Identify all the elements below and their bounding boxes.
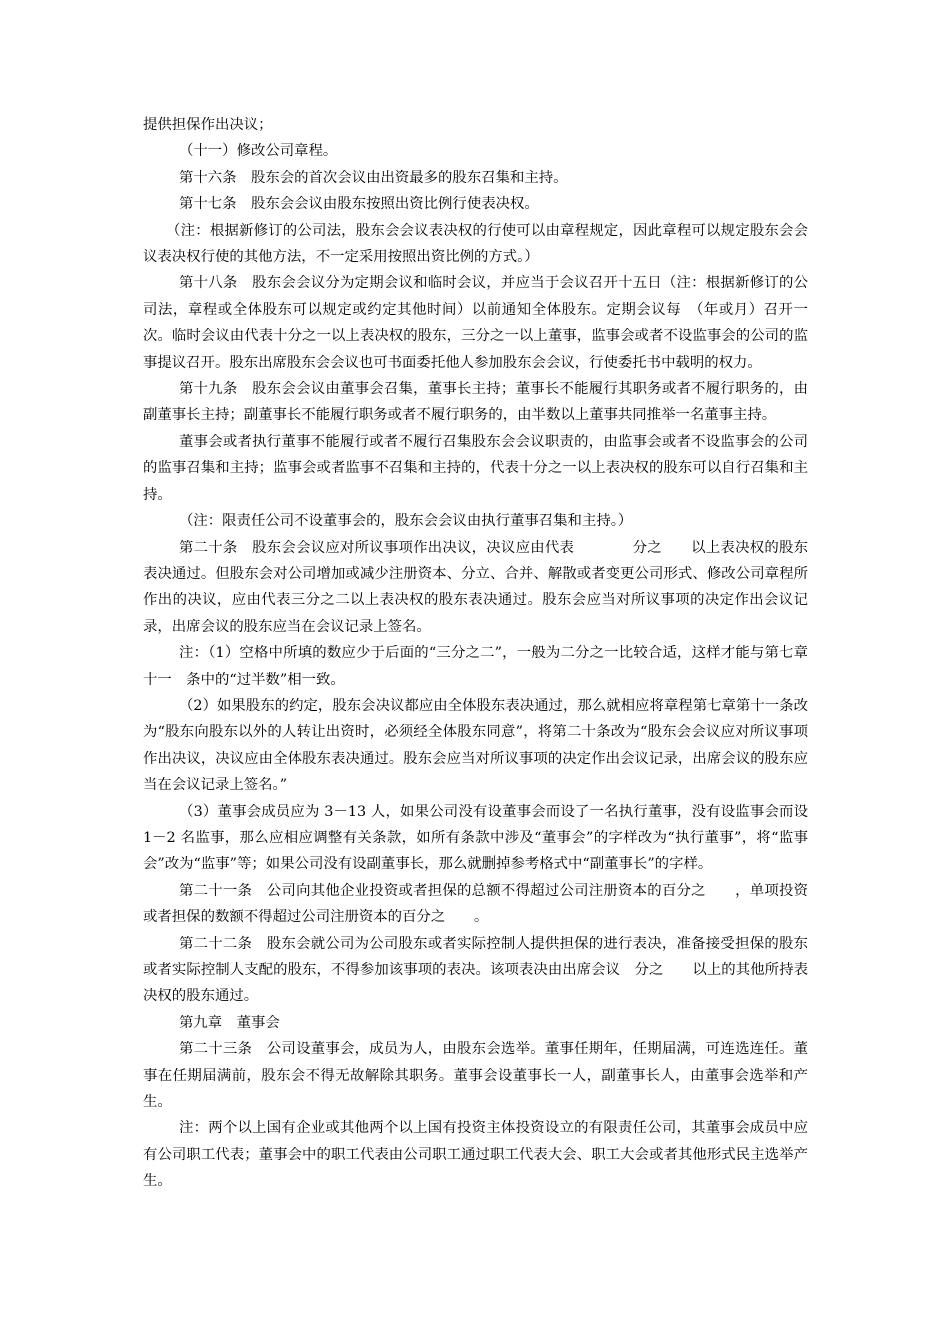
chapter-heading-9: 第九章 董事会 <box>179 1014 280 1031</box>
paragraph-article-16: 第十六条 股东会的首次会议由出资最多的股东召集和主持。 <box>179 169 568 186</box>
paragraph-article-23: 第二十三条 公司设董事会，成员为人，由股东会选举。董事任期年，任期届满，可连选连任。董事在任期届满前，股东会不得无故解除其职务。董事会设董事长一人，副董事长人，由董事会选举和产生。 <box>143 1041 808 1111</box>
paragraph-note-voting-rights: （注：根据新修订的公司法，股东会会议表决权的行使可以由章程规定，因此章程可以规定股东会会议表决权行使的其他方法，不一定采用按照出资比例的方式。） <box>143 222 808 266</box>
document-page <box>143 112 808 1195</box>
paragraph-note-no-board: （注：限责任公司不设董事会的，股东会会议由执行董事召集和主持。） <box>179 513 633 530</box>
paragraph-article-20: 第二十条 股东会会议应对所议事项作出决议，决议应由代表 分之 以上表决权的股东表决通过。但股东会对公司增加或减少注册资本、分立、合并、解散或者变更公司形式、修改公司章程所作出的决议，应由代表三分之二以上表决权的股东表决通过。股东会应当对所议事项的决定作出会议记录，出席会议的股东应当在会议记录上签名。 <box>143 539 808 635</box>
paragraph-article-19: 第十九条 股东会会议由董事会召集，董事长主持；董事长不能履行其职务或者不履行职务的，由副董事长主持；副董事长不能履行职务或者不履行职务的，由半数以上董事共同推举一名董事主持。 <box>143 381 808 424</box>
paragraph-note-1: 注：（1）空格中所填的数应少于后面的“三分之二”，一般为二分之一比较合适，这样才能与第七章十一 条中的“过半数”相一致。 <box>143 645 808 688</box>
paragraph-article-17: 第十七条 股东会会议由股东按照出资比例行使表决权。 <box>179 196 539 213</box>
paragraph-article-18: 第十八条 股东会会议分为定期会议和临时会议，并应当于会议召开十五日（注：根据新修订的公司法，章程或全体股东可以规定或约定其他时间）以前通知全体股东。定期会议每 （年或月）召开一次。临时会议由代表十分之一以上表决权的股东，三分之一以上董事，监事会或者不设监事会的公司的监事提议召开。股东出席股东会会议也可书面委托他人参加股东会会议，行使委托书中载明的权力。 <box>143 275 808 371</box>
paragraph-article-22: 第二十二条 股东会就公司为公司股东或者实际控制人提供担保的进行表决，准备接受担保的股东或者实际控制人支配的股东，不得参加该事项的表决。该项表决由出席会议 分之 以上的其他所持表决权的股东通过。 <box>143 935 808 1005</box>
paragraph-note-2: （2）如果股东的约定，股东会决议都应由全体股东表决通过，那么就相应将章程第七章第十一条改为“股东向股东以外的人转让出资时，必须经全体股东同意”，将第二十条改为“股东会会议应对所议事项作出决议，决议应由全体股东表决通过。股东会应当对所议事项的决定作出会议记录，出席会议的股东应当在会议记录上签名。” <box>143 697 808 794</box>
paragraph-board-convene: 董事会或者执行董事不能履行或者不履行召集股东会会议职责的，由监事会或者不设监事会的公司的监事召集和主持；监事会或者监事不召集和主持的，代表十分之一以上表决权的股东可以自行召集和主持。 <box>143 433 808 503</box>
paragraph-guarantee-end: 提供担保作出决议； <box>143 117 273 133</box>
paragraph-item-11: （十一）修改公司章程。 <box>179 143 338 160</box>
paragraph-note-employee-rep: 注：两个以上国有企业或其他两个以上国有投资主体投资设立的有限责任公司，其董事会成员中应有公司职工代表；董事会中的职工代表由公司职工通过职工代表大会、职工大会或者其他形式民主选举产生。 <box>143 1120 808 1190</box>
paragraph-note-3: （3）董事会成员应为 3－13 人，如果公司没有设董事会而设了一名执行董事，没有设监事会而设 1－2 名监事，那么应相应调整有关条款，如所有条款中涉及“董事会”的字样改为“执行董事”，将“监事会”改为“监事”等；如果公司没有设副董事长，那么就删掉参考格式中“副董事长”的字样。 <box>143 803 808 873</box>
paragraph-article-21: 第二十一条 公司向其他企业投资或者担保的总额不得超过公司注册资本的百分之 ，单项投资或者担保的数额不得超过公司注册资本的百分之 。 <box>143 882 808 926</box>
